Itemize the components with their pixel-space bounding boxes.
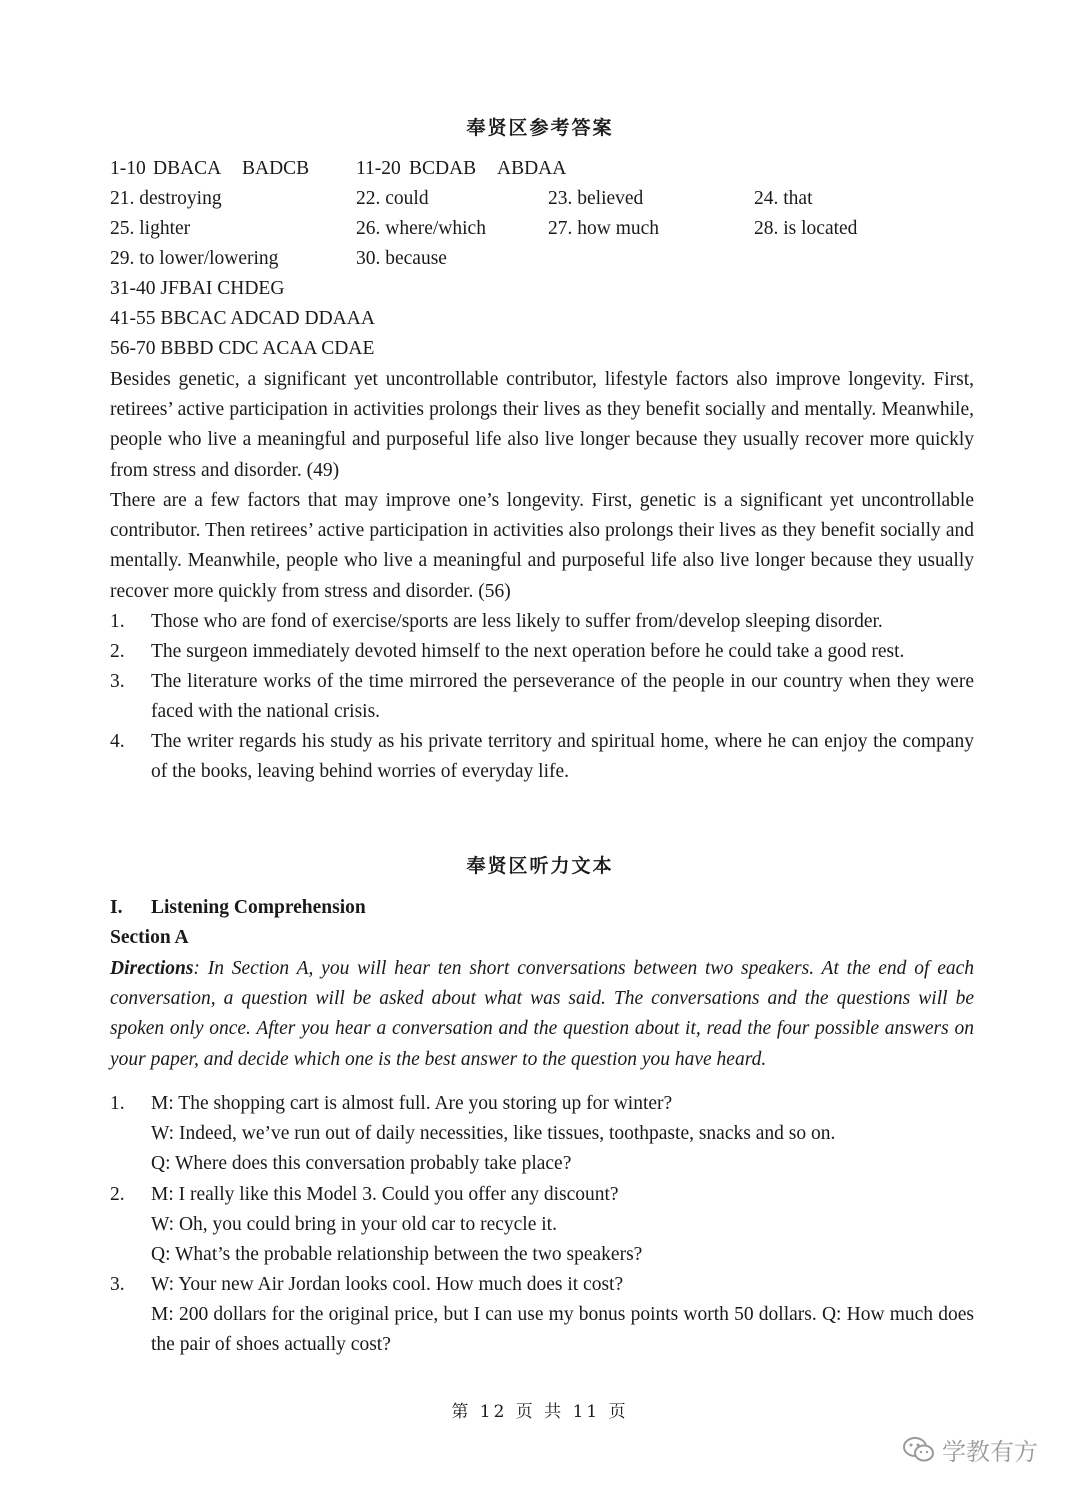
mc2-line: 41-55 BBCAC ADCAD DDAAA — [110, 308, 375, 329]
part-heading — [110, 897, 366, 919]
part-title: Listening Comprehension — [151, 897, 366, 918]
listening-title: 奉贤区听力文本 — [466, 855, 614, 877]
item-number: 2. — [110, 1184, 125, 1205]
grammar-item: 26. where/which — [356, 218, 486, 239]
conversation-line: M: 200 dollars for the original price, but I can use my bonus points worth 50 dollars. Q: How much does the pair of shoes actually cost? — [151, 1304, 974, 1356]
page-footer: 第 12 页 共 11 页 — [451, 1402, 629, 1422]
grammar-item: 28. is located — [754, 218, 858, 239]
grammar-item: 22. could — [356, 188, 429, 209]
grammar-item: 29. to lower/lowering — [110, 248, 279, 269]
directions-label: Directions — [110, 958, 194, 979]
conversation-line: Q: What’s the probable relationship between the two speakers? — [151, 1244, 643, 1266]
item-number: 2. — [110, 641, 125, 662]
conversation-line: W: Your new Air Jordan looks cool. How much does it cost? — [151, 1274, 624, 1295]
watermark — [902, 1432, 1038, 1467]
conversation-line: M: I really like this Model 3. Could you offer any discount? — [151, 1184, 619, 1205]
conversation-line: M: The shopping cart is almost full. Are you storing up for winter? — [151, 1093, 673, 1114]
directions-paragraph — [110, 954, 974, 1075]
conversation-line: W: Indeed, we’ve run out of daily necessities, like tissues, toothpaste, snacks and so on. — [151, 1123, 836, 1145]
conversation-item — [110, 1089, 974, 1180]
answers-title: 奉贤区参考答案 — [466, 117, 614, 139]
summary-paragraph-2: There are a few factors that may improve one’s longevity. First, genetic is a significant yet uncontrollable contributor. Then retirees’ active participation in activities also prolongs their lives as they benefit socially and mentally. Meanwhile, people who live a meaningful and purposeful life also live longer because they usually recover more quickly from stress and disorder. (56) — [110, 490, 974, 602]
wechat-icon — [902, 1435, 936, 1465]
conversation-line: W: Oh, you could bring in your old car to recycle it. — [151, 1214, 557, 1236]
item-number: 4. — [110, 731, 125, 752]
conversation-item — [110, 1270, 974, 1361]
item-number: 3. — [110, 671, 125, 692]
conversation-line: Q: Where does this conversation probably take place? — [151, 1153, 572, 1175]
grammar-item: 21. destroying — [110, 188, 222, 209]
mc-a1: DBACA — [153, 158, 222, 179]
grammar-item: 25. lighter — [110, 218, 191, 239]
conversation-item — [110, 1180, 974, 1271]
item-number: 1. — [110, 1093, 125, 1114]
mc-b2: ABDAA — [497, 158, 567, 179]
grammar-item: 23. believed — [548, 188, 644, 209]
item-text: Those who are fond of exercise/sports are less likely to suffer from/develop sleeping disorder. — [151, 611, 883, 632]
item-number: 1. — [110, 611, 125, 632]
item-number: 3. — [110, 1274, 125, 1295]
summary-paragraph-1: Besides genetic, a significant yet uncontrollable contributor, lifestyle factors also improve longevity. First, retirees’ active participation in activities prolongs their lives as they benefit socially and mentally. Meanwhile, people who live a meaningful and purposeful life also live longer because they usually recover more quickly from stress and disorder. (49) — [110, 369, 974, 481]
part-number: I. — [110, 897, 123, 918]
item-text: The surgeon immediately devoted himself to the next operation before he could take a good rest. — [151, 641, 905, 662]
mc2-line: 56-70 BBBD CDC ACAA CDAE — [110, 338, 375, 359]
mc-a2: BADCB — [242, 158, 310, 179]
watermark-text: 学教有方 — [942, 1438, 1038, 1466]
mc-a-num: 1-10 — [110, 158, 146, 179]
mc-b1: BCDAB — [409, 158, 477, 179]
translation-item — [110, 607, 974, 637]
grammar-item: 24. that — [754, 188, 813, 209]
grammar-item: 27. how much — [548, 218, 660, 239]
section-heading: Section A — [110, 927, 189, 948]
translation-item — [110, 727, 974, 787]
directions-text: : In Section A, you will hear ten short conversations between two speakers. At the end of each conversation, a question will be asked about what was said. The conversations and the questions will be spoken only once. After you hear a conversation and the question about it, read the four possible answers on your paper, and decide which one is the best answer to the question you have heard. — [110, 958, 974, 1070]
translation-item — [110, 637, 974, 667]
grammar-item: 30. because — [356, 248, 447, 269]
mc-b-num: 11-20 — [356, 158, 401, 179]
item-text: The writer regards his study as his private territory and spiritual home, where he can enjoy the company of the books, leaving behind worries of everyday life. — [151, 731, 974, 783]
item-text: The literature works of the time mirrored the perseverance of the people in our country when they were faced with the national crisis. — [151, 671, 974, 723]
mc2-line: 31-40 JFBAI CHDEG — [110, 278, 285, 299]
translation-item — [110, 667, 974, 727]
